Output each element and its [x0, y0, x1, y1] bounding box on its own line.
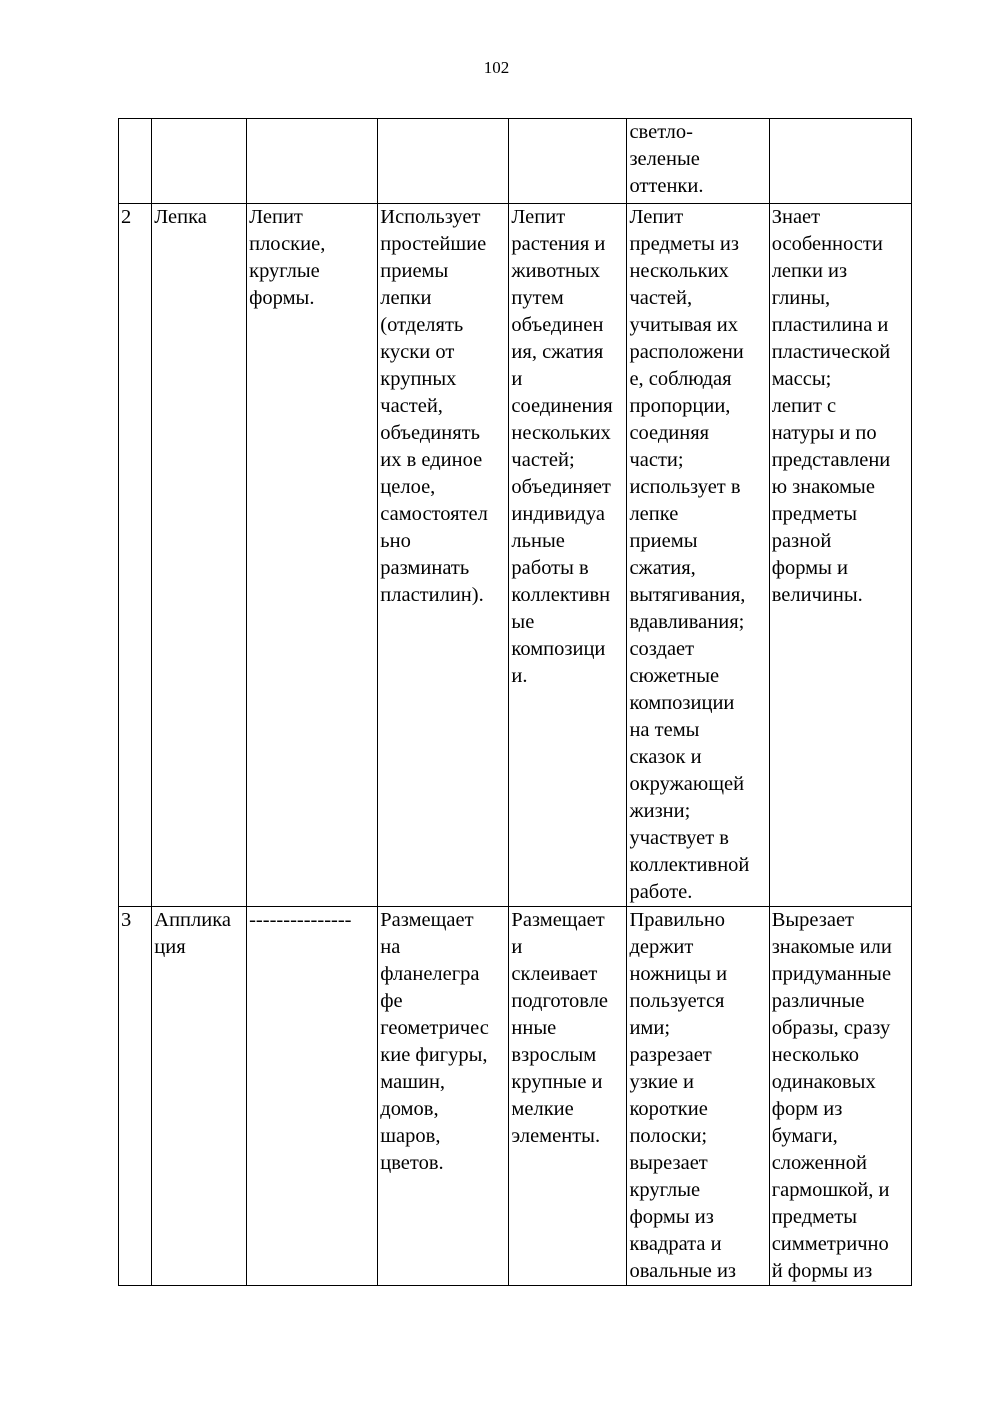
cell-number — [119, 119, 152, 204]
cell-col5 — [509, 119, 627, 204]
cell-activity-type: Лепка — [152, 204, 247, 907]
cell-col4: Размещает на фланелегра фе геометричес кие фигуры, машин, домов, шаров, цветов. — [378, 907, 509, 1286]
cell-activity-type: Апплика ция — [152, 907, 247, 1286]
skills-table — [118, 118, 912, 1286]
table-row — [119, 907, 912, 1286]
cell-col7: Знает особенности лепки из глины, пластилина и пластической массы; лепит с натуры и по представлени ю знакомые предметы разной формы и величины. — [769, 204, 911, 907]
cell-activity-type — [152, 119, 247, 204]
cell-number: 2 — [119, 204, 152, 907]
cell-col5: Лепит растения и животных путем объединен ия, сжатия и соединения нескольких частей; объединяет индивидуа льные работы в коллективн ые композици и. — [509, 204, 627, 907]
cell-col6: Правильно держит ножницы и пользуется ими; разрезает узкие и короткие полоски; вырезает круглые формы из квадрата и овальные из — [627, 907, 769, 1286]
cell-number: 3 — [119, 907, 152, 1286]
table-row — [119, 204, 912, 907]
cell-col6: светло- зеленые оттенки. — [627, 119, 769, 204]
cell-col5: Размещает и склеивает подготовле нные взрослым крупные и мелкие элементы. — [509, 907, 627, 1286]
page-number: 102 — [483, 58, 510, 77]
cell-col6: Лепит предметы из нескольких частей, учитывая их расположени е, соблюдая пропорции, соединяя части; использует в лепке приемы сжатия, вытягивания, вдавливания; создает сюжетные композиции на темы сказок и окружающей жизни; участвует в коллективной работе. — [627, 204, 769, 907]
cell-col4 — [378, 119, 509, 204]
table-row — [119, 119, 912, 204]
cell-col3: Лепит плоские, круглые формы. — [247, 204, 378, 907]
cell-col3 — [247, 119, 378, 204]
cell-col4: Использует простейшие приемы лепки (отделять куски от крупных частей, объединять их в единое целое, самостоятел ьно разминать пластилин). — [378, 204, 509, 907]
cell-col3: --------------- — [247, 907, 378, 1286]
cell-col7: Вырезает знакомые или придуманные различные образы, сразу несколько одинаковых форм из бумаги, сложенной гармошкой, и предметы симметрично й формы из — [769, 907, 911, 1286]
cell-col7 — [769, 119, 911, 204]
